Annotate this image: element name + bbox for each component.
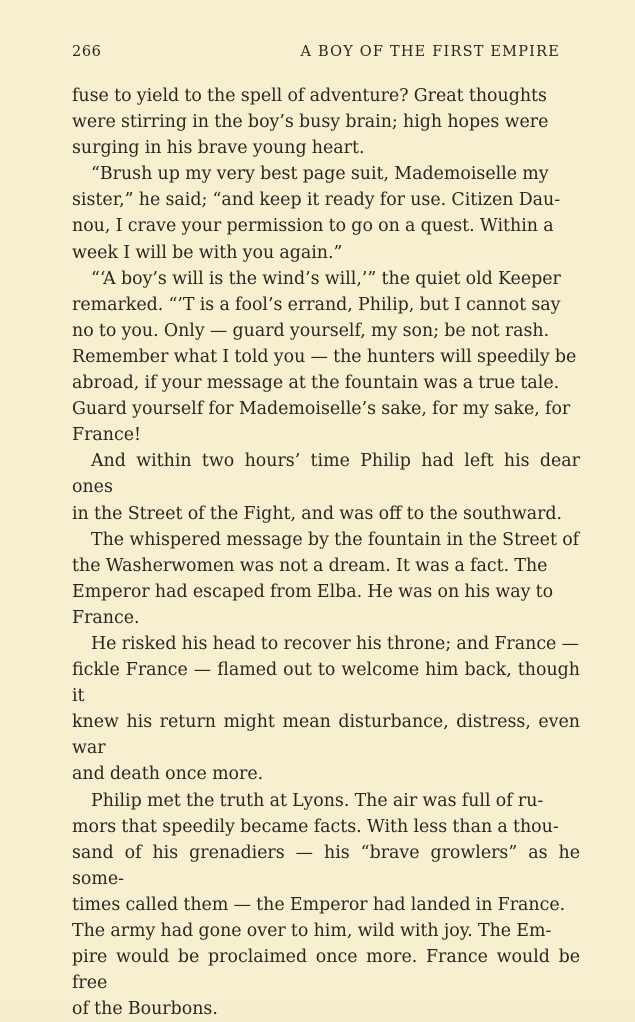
paragraph: “‘A boy’s will is the wind’s will,’” the quiet old Keeper remarked. “’T is a fool’s errand, Philip, but I cannot say no to you. Only — guard yourself, my son; be not rash. Remember what I told you — the hunters will speedily be abroad, if your message at the fountain was a true tale. Guard yourself for Mademoiselle’s sake, for my sake, for France! (72, 268, 577, 446)
paragraph: fuse to yield to the spell of adventure? Great thoughts were stirring in the boy’s busy brain; high hopes were surging in his brave young heart. (72, 86, 549, 159)
paragraph: The whispered message by the fountain in the Street of the Washerwomen was not a dream. It was a fact. The Emperor had escaped from Elba. He was on his way to France. (72, 529, 580, 628)
paragraph: And within two hours’ time Philip had left his dear ones in the Street of the Fight, and was off to the southward. (72, 451, 580, 524)
running-header (72, 44, 582, 66)
paragraph: Philip met the truth at Lyons. The air was full of ru- mors that speedily became facts. With less than a thou- sand of his grenadiers — his “brave growlers” as he some- times called them — the Emperor had landed in France. The army had gone over to him, wild with joy. The Em- pire would be proclaimed once more. France would be free of the Bourbons. (72, 790, 580, 1020)
paragraph: He risked his head to recover his throne; and France — fickle France — flamed out to welcome him back, though it knew his return might mean disturbance, distress, even war and death once more. (72, 633, 580, 785)
paragraph: “Brush up my very best page suit, Mademoiselle my sister,” he said; “and keep it ready for use. Citizen Dau- nou, I crave your permission to go on a quest. Within a week I will be with you again.” (72, 164, 561, 263)
book-title: A BOY OF THE FIRST EMPIRE (300, 44, 560, 60)
body-text (72, 83, 580, 1022)
page-number: 266 (72, 44, 102, 60)
